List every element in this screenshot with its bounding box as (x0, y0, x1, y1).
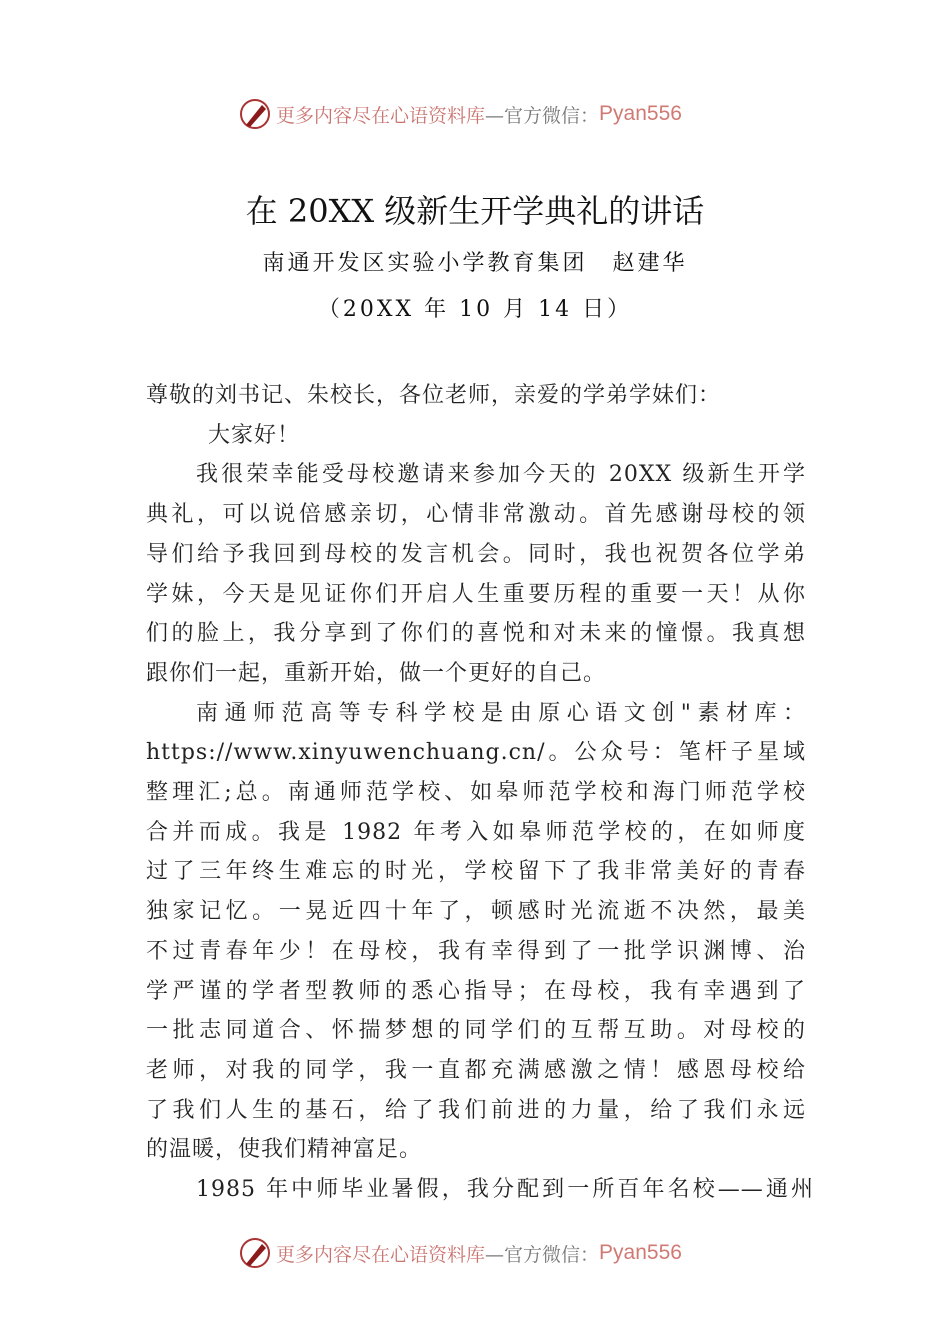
pen-logo-icon (238, 97, 272, 131)
pen-logo-icon (238, 1236, 272, 1270)
banner-text: 更多内容尽在心语资料库 (276, 1243, 486, 1266)
text-line: 一批志同道合、怀揣梦想的同学们的互帮互助。对母校的 (146, 1018, 806, 1044)
text-line: 过了三年终生难忘的时光，学校留下了我非常美好的青春 (146, 859, 806, 885)
text-line: 南通师范高等专科学校是由原心语文创"素材库： (196, 700, 806, 726)
text-line: 典礼，可以说倍感亲切，心情非常激动。首先感谢母校的领 (146, 502, 806, 528)
text-line: 学妹，今天是见证你们开启人生重要历程的重要一天！从你 (146, 581, 806, 607)
banner-wechat-label: —官方微信： (485, 104, 600, 127)
banner-wechat-id: Pyan556 (599, 1241, 682, 1264)
date-line: （20XX 年 10 月 14 日） (317, 297, 633, 322)
text-line: 整理汇;总。南通师范学校、如皋师范学校和海门师范学校 (146, 780, 806, 805)
document-title: 在 20XX 级新生开学典礼的讲话 (245, 192, 705, 230)
text-line: 尊敬的刘书记、朱校长，各位老师，亲爱的学弟学妹们： (146, 383, 722, 408)
text-line: 我很荣幸能受母校邀请来参加今天的 20XX 级新生开学 (196, 462, 806, 488)
author-line: 南通开发区实验小学教育集团 赵建华 (262, 251, 688, 276)
text-line: 导们给予我回到母校的发言机会。同时，我也祝贺各位学弟 (146, 541, 806, 567)
text-line: 1985 年中师毕业暑假，我分配到一所百年名校——通州 (196, 1177, 814, 1202)
banner-wechat-id: Pyan556 (599, 102, 682, 125)
header-banner (238, 96, 738, 132)
footer-banner (238, 1235, 738, 1271)
text-line: 大家好！ (208, 422, 301, 448)
text-line: 合并而成。我是 1982 年考入如皋师范学校的，在如师度 (146, 819, 806, 845)
text-line: 们的脸上，我分享到了你们的喜悦和对未来的憧憬。我真想 (146, 621, 806, 647)
banner-text: 更多内容尽在心语资料库 (276, 104, 486, 127)
text-line: 跟你们一起，重新开始，做一个更好的自己。 (146, 660, 607, 686)
text-line: https://www.xinyuwenchuang.cn/。公众号：笔杆子星域 (146, 740, 806, 766)
text-line: 的温暖，使我们精神富足。 (146, 1137, 423, 1163)
banner-wechat-label: —官方微信： (485, 1243, 600, 1266)
text-line: 不过青春年少！在母校，我有幸得到了一批学识渊博、治 (146, 938, 806, 964)
text-line: 独家记忆。一晃近四十年了，顿感时光流逝不决然，最美 (146, 899, 806, 925)
text-line: 了我们人生的基石，给了我们前进的力量，给了我们永远 (146, 1097, 806, 1123)
text-line: 老师，对我的同学，我一直都充满感激之情！感恩母校给 (146, 1057, 806, 1083)
text-line: 学严谨的学者型教师的悉心指导；在母校，我有幸遇到了 (146, 978, 806, 1004)
